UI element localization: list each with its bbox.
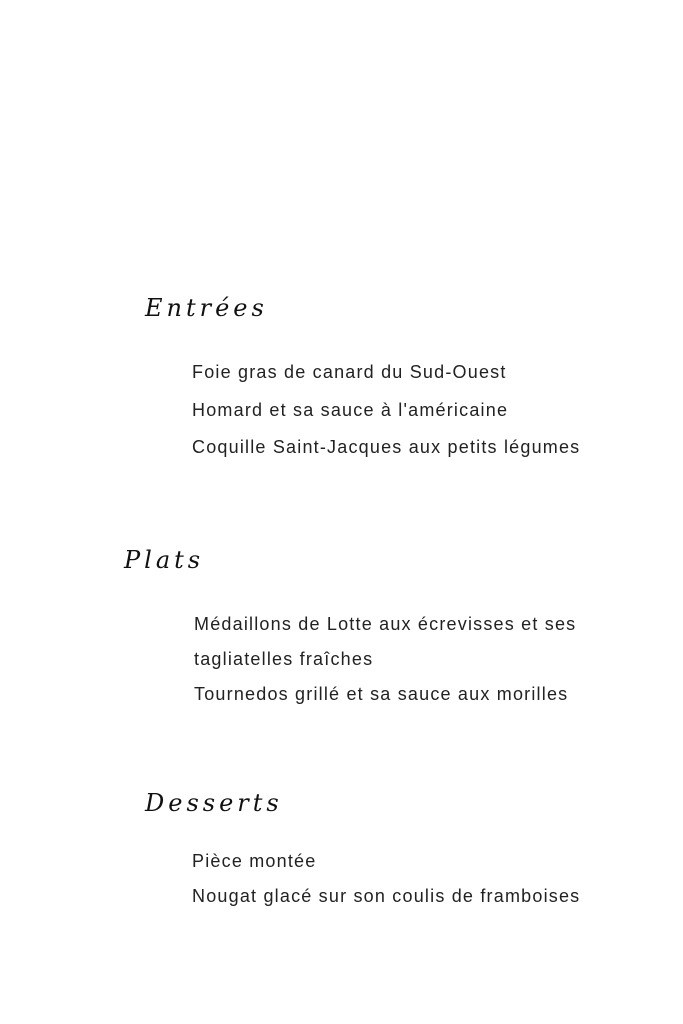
menu-item: Nougat glacé sur son coulis de framboises [192, 886, 581, 906]
menu-list-entrees [192, 360, 580, 473]
section-title-desserts: Desserts [145, 789, 283, 817]
menu-item: Foie gras de canard du Sud-Ouest [192, 362, 507, 382]
menu-item: Homard et sa sauce à l'américaine [192, 399, 509, 420]
menu-item: Coquille Saint-Jacques aux petits légumes [192, 437, 581, 457]
menu-item: Médaillons de Lotte aux écrevisses et ses [194, 614, 577, 634]
menu-list-plats [194, 612, 576, 717]
menu-item: tagliatelles fraîches [194, 649, 374, 669]
menu-item: Pièce montée [192, 851, 317, 871]
menu-item: Tournedos grillé et sa sauce aux morilles [194, 684, 569, 704]
menu-list-desserts [192, 849, 580, 919]
section-title-plats: Plats [124, 546, 205, 574]
section-title-entrees: Entrées [145, 294, 268, 322]
